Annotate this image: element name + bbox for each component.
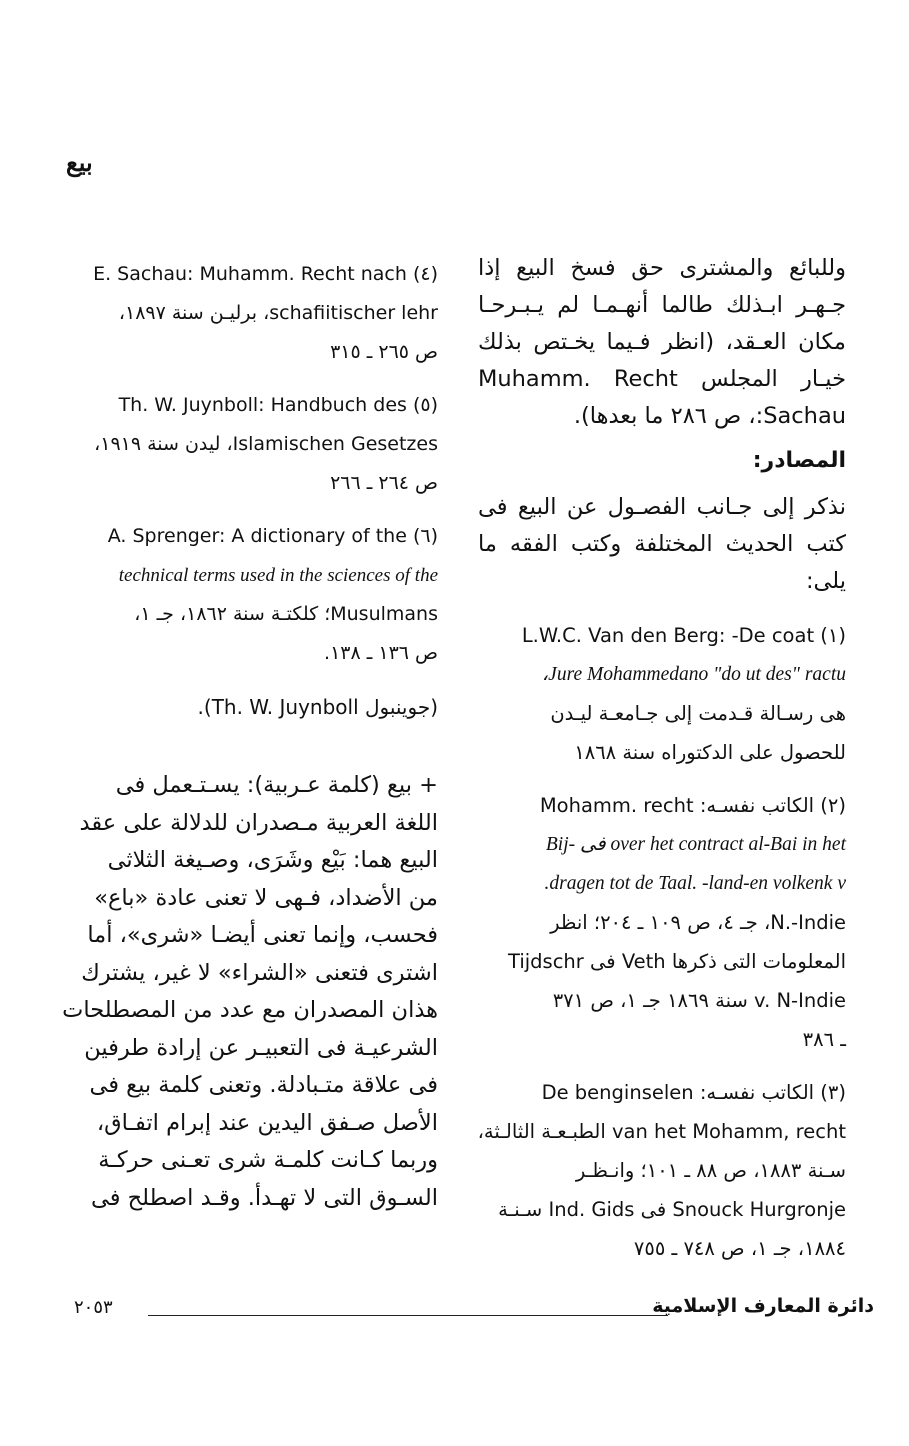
reference-line: dragen tot de Taal. -land-en volkenk v. — [544, 873, 846, 894]
reference-line: Musulmans؛ كلكتـة سنة ١٨٦٢، جـ ١، — [134, 603, 438, 625]
reference-line: van het Mohamm, recht الطبـعـة الثالـثة، — [477, 1120, 846, 1143]
article-line: البيع هما: بَيْع وشَرَى، وصـيغة الثلاثى — [107, 847, 438, 873]
left-column — [62, 255, 438, 1217]
encyclopedia-title: دائرة المعارف الإسلامية — [652, 1295, 874, 1317]
page-footer — [74, 1295, 874, 1325]
article-line: الشرعيـة فى التعبيـر عن إرادة طرفين — [84, 1034, 438, 1061]
reference-3 — [478, 1073, 846, 1268]
reference-line: (١) L.W.C. Van den Berg: -De coat — [521, 624, 846, 647]
reference-2 — [478, 786, 846, 1059]
sources-heading: المصادر: — [752, 448, 846, 473]
reference-line: ص ٢٦٤ ـ ٢٦٦ — [330, 472, 438, 494]
reference-line: (٦) A. Sprenger: A dictionary of the — [107, 525, 438, 547]
reference-line: Jure Mohammedano "do ut des" ractu، — [541, 664, 846, 685]
article-line: اللغة العربية مـصدران للدلالة على عقد — [79, 809, 438, 836]
reference-4 — [72, 255, 438, 372]
reference-line: Snouck Hurgronje فى Ind. Gids سـنـة — [498, 1198, 846, 1221]
reference-line: v. N-Indie سنة ١٨٦٩ جـ ١، ص ٣٧١ — [552, 989, 846, 1012]
reference-line: ص ٢٦٥ ـ ٣١٥ — [330, 341, 438, 363]
reference-line: (٥) Th. W. Juynboll: Handbuch des — [118, 394, 438, 416]
article-line: + بيع (كلمة عـربية): يسـتـعمل فى — [115, 772, 438, 798]
article-bay — [62, 767, 438, 1217]
article-line: اشترى فتعنى «الشراء» لا غير، يشترك — [81, 959, 438, 986]
reference-line: ص ١٣٦ ـ ١٣٨. — [324, 642, 438, 664]
reference-line: N.-Indie، جـ ٤، ص ١٠٩ ـ ٢٠٤؛ انظر — [550, 911, 846, 934]
reference-line: ١٨٨٤، جـ ١، ص ٧٤٨ ـ ٧٥٥ — [633, 1237, 846, 1260]
reference-line: (٢) الكاتب نفسـه: Mohamm. recht — [539, 794, 846, 817]
reference-line: Islamischen Gesetzes، ليدن سنة ١٩١٩، — [94, 433, 438, 455]
reference-line: هى رسـالة قـدمت إلى جـامعـة ليـدن — [550, 702, 846, 725]
article-line: هذان المصدران مع عدد من المصطلحات — [62, 997, 438, 1023]
reference-line: ـ ٣٨٦ — [802, 1028, 846, 1051]
intro-paragraph: وللبائع والمشترى حق فسخ البيع إذا جـهـر ابـذلك طالما أنهـمـا لم يـبـرحـا مكان العـقد، (انظر فـيما يخـتص بذلك خيـار المجلس Muhamm. Recht :Sachau، ص ٢٨٦ ما بعدها). — [478, 255, 846, 429]
reference-1 — [478, 616, 846, 772]
sources-intro: نذكر إلى جـانب الفصـول عن البيع فى كتب الحديث المختلفة وكتب الفقه ما يلى: — [478, 494, 846, 594]
footer-rule — [148, 1315, 668, 1316]
reference-line: over het contract al-Bai in het فى -Bij — [545, 834, 846, 855]
author-signature: (جوينبول Th. W. Juynboll). — [197, 695, 438, 719]
reference-line: technical terms used in the sciences of the — [118, 565, 438, 586]
reference-line: (٤) E. Sachau: Muhamm. Recht nach — [93, 263, 438, 285]
page-number: ٢٠٥٣ — [74, 1297, 113, 1318]
reference-line: schafiitischer lehr، برليـن سنة ١٨٩٧، — [118, 302, 438, 324]
right-column — [478, 250, 846, 1282]
reference-line: للحصول على الدكتوراه سنة ١٨٦٨ — [574, 741, 846, 764]
reference-6 — [72, 517, 438, 673]
article-line: فى علاقة متـبادلة. وتعنى كلمة بيع فى — [89, 1072, 438, 1098]
reference-line: سـنة ١٨٨٣، ص ٨٨ ـ ١٠١؛ وانـظـر — [575, 1159, 846, 1182]
article-line: فحسب، وإنما تعنى أيضـا «شرى»، أما — [87, 922, 438, 948]
article-line: الأصل صـفق اليدين عند إبرام اتفـاق، — [96, 1109, 438, 1136]
reference-line: المعلومات التى ذكرها Veth فى Tijdschr — [508, 950, 846, 973]
running-header: بيع — [66, 148, 93, 177]
article-line: وربما كـانت كلمـة شرى تعـنى حركـة — [98, 1147, 438, 1173]
reference-line: (٣) الكاتب نفسـه: De benginselen — [541, 1081, 846, 1104]
article-line: من الأضداد، فـهى لا تعنى عادة «باع» — [94, 884, 438, 911]
article-line: السـوق التى لا تهـدأ. وقـد اصطلح فى — [90, 1184, 438, 1211]
reference-5 — [72, 386, 438, 503]
